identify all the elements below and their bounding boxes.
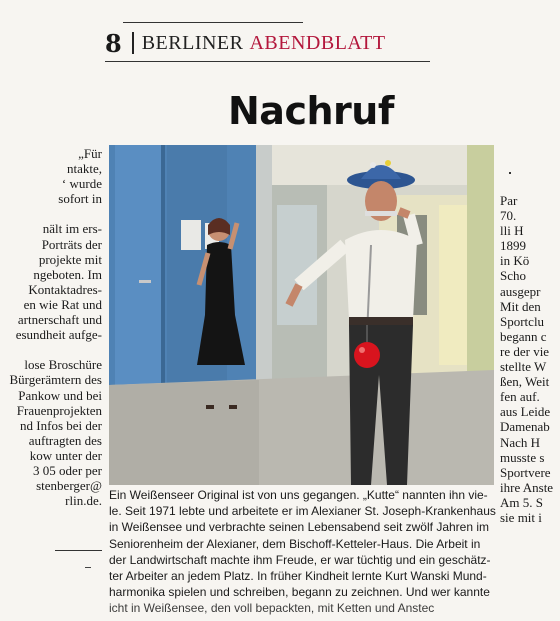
left-column-line: 3 05 oder per <box>33 462 102 478</box>
right-column-line: Nach H <box>500 434 541 450</box>
caption-line: in Weißensee und verbrachte seinen Lebensabend seit zwölf Jahren im <box>109 520 490 535</box>
masthead <box>105 28 386 58</box>
right-text-column <box>500 193 560 525</box>
photo-caption <box>109 487 497 617</box>
left-column-line: projekte mit <box>38 251 102 267</box>
right-column-line: begann c <box>500 328 547 344</box>
caption-line: le. Seit 1971 lebte und arbeitete er im Alexianer St. Joseph-Krankenhaus <box>109 504 496 519</box>
newspaper-title-part1: BERLINER <box>141 31 244 54</box>
left-column-line: nd Infos bei der <box>20 417 102 433</box>
right-column-line: Damenab <box>500 419 550 435</box>
right-column-line: Mit den <box>500 298 541 314</box>
page-number: 8 <box>105 28 122 58</box>
left-column-line: Kontaktadres- <box>28 281 102 297</box>
caption-line: ter Arbeiter an jedem Platz. In früher Kindheit lernte Kurt Wanski Mund- <box>109 569 487 584</box>
right-column-line: Sportvere <box>500 464 551 480</box>
left-column-line: auftragten des <box>28 432 102 448</box>
left-column-line: stenberger@ <box>36 478 102 494</box>
right-column-line: Par <box>500 193 518 208</box>
right-column-line: aus Leide <box>500 404 551 420</box>
masthead-rule <box>105 61 430 62</box>
right-column-line: fen auf. <box>500 389 540 405</box>
top-rule <box>123 22 303 23</box>
left-column-line: nält im ers- <box>42 221 102 237</box>
right-column-line: 1899 <box>500 238 526 254</box>
caption-line: harmonika spielen und schreiben, begann zu zeichnen. Und wer kannte <box>109 585 490 600</box>
left-column-dash <box>85 567 91 568</box>
left-column-line: artnerschaft und <box>17 312 102 328</box>
caption-line: Ein Weißenseer Original ist von uns gegangen. „Kutte“ nannten ihn vie- <box>109 488 488 502</box>
left-column-line: ‘ wurde <box>61 176 102 192</box>
right-column-line: in Kö <box>500 253 530 269</box>
right-column-line: ihre Anste <box>500 479 554 495</box>
right-column-line: musste s <box>500 449 545 465</box>
left-column-line: ntakte, <box>66 161 102 177</box>
left-column-rule <box>55 550 102 551</box>
left-column-line: lose Broschüre <box>24 357 102 373</box>
left-column-line: „Für <box>78 146 102 161</box>
left-column-line: ngeboten. Im <box>33 266 102 282</box>
right-column-line: Scho <box>500 268 526 284</box>
caption-line: der Landwirtschaft machte ihm Freude, er war tüchtig und ein geschätz- <box>109 552 491 567</box>
right-column-line: ßen, Weit <box>500 374 550 390</box>
caption-line: Seniorenheim der Alexianer, dem Bischoff-Ketteler-Haus. Die Arbeit in <box>109 536 481 551</box>
right-column-line: lli H <box>500 223 524 239</box>
headline: Nachruf <box>228 89 394 133</box>
right-column-line: stellte W <box>500 359 547 375</box>
obituary-photo <box>109 145 494 485</box>
right-column-dot <box>509 172 511 174</box>
right-column-line: sie mit i <box>500 509 542 525</box>
right-column-line: Sportclu <box>500 313 545 329</box>
right-column-line: Am 5. S <box>500 494 543 510</box>
masthead-divider <box>132 32 134 54</box>
right-column-line: ausgepr <box>500 283 541 299</box>
left-column-line: sofort in <box>58 191 102 207</box>
left-column-line: Frauenprojekten <box>16 402 102 418</box>
caption-line: icht in Weißensee, den voll bepackten, mit Ketten und Anstec <box>109 601 435 616</box>
left-column-line: esundheit aufge- <box>15 327 102 343</box>
left-column-line <box>0 342 102 357</box>
left-text-column <box>0 146 102 508</box>
newspaper-title-part2: ABENDBLATT <box>249 31 386 54</box>
left-column-line: en wie Rat und <box>23 296 102 312</box>
left-column-line: Bürgerämtern des <box>9 372 102 388</box>
left-column-line: kow unter der <box>29 447 102 463</box>
left-column-line: Porträts der <box>41 236 102 252</box>
right-column-line: 70. <box>500 208 517 224</box>
left-column-line <box>0 206 102 221</box>
left-column-line: rlin.de. <box>65 493 102 509</box>
right-column-line: re der vie <box>500 343 550 359</box>
left-column-line: Pankow und bei <box>18 387 102 403</box>
